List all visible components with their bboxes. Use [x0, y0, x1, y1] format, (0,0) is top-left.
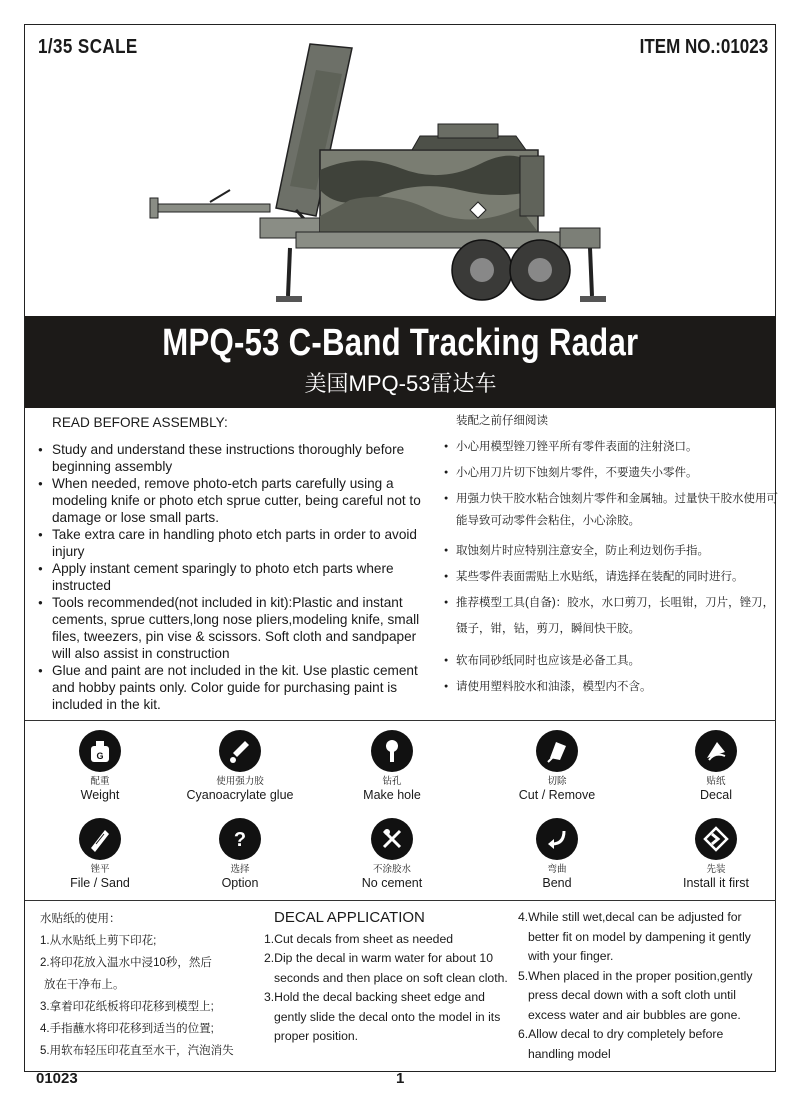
- wheels: [452, 240, 570, 300]
- page-number: 1: [396, 1070, 405, 1087]
- scale-label: 1/35 SCALE: [38, 36, 138, 58]
- bend-icon: [536, 818, 578, 860]
- decal-step-cont: seconds and then place on soft clean cloth.: [274, 970, 508, 985]
- decal-instructions-cn: [40, 908, 260, 1062]
- legend-install-first: [641, 818, 791, 891]
- decal-cn-line: 4.手指蘸水将印花移到适当的位置;: [40, 1023, 214, 1035]
- legend-label-cn: 贴纸: [706, 776, 726, 787]
- legend-label-en: Option: [221, 876, 259, 890]
- legend-no-cement: [317, 818, 467, 891]
- legend-bend: [482, 818, 632, 891]
- instruction-cn-item: ● 推荐模型工具(自备)：胶水，水口剪刀，长咀钳，刀片，锉刀，镊子，钳，钻，剪刀，瞬间快干胶。: [444, 590, 784, 642]
- legend-label-cn: 弯曲: [547, 864, 567, 875]
- legend-label-en: Decal: [700, 788, 732, 802]
- radar-trailer-illustration: [120, 40, 640, 308]
- decal-step: 5.When placed in the proper position,gently: [518, 968, 753, 983]
- instruction-cn-item: ● 用强力快干胶水粘合蚀刻片零件和金属轴。过量快干胶水使用可能导致可动零件会粘住，小心涂胶。: [444, 488, 784, 532]
- instruction-cn-item: ● 小心用模型锉刀锉平所有零件表面的注射浇口。: [444, 440, 784, 454]
- svg-text:?: ?: [233, 829, 247, 851]
- instructions-cn-heading: 装配之前仔细阅读: [456, 415, 548, 427]
- decal-step-cont: handling model: [528, 1046, 611, 1061]
- instruction-cn-item: ● 软布同砂纸同时也应该是必备工具。: [444, 654, 784, 668]
- decal-cn-line: 1.从水贴纸上剪下印花;: [40, 935, 157, 947]
- divider-bottom: [25, 900, 776, 901]
- option-icon: [219, 818, 261, 860]
- file-icon: [79, 818, 121, 860]
- instruction-en-item: ● Tools recommended(not included in kit):Plastic and instant cements, sprue cutters,long nose pliers,modeling knife, small files, tweezers, pin vise & scissors. Soft cloth and sandpaper will also assist in construction: [38, 594, 428, 662]
- decal-instructions-en: [264, 908, 514, 1047]
- no-cement-icon: [371, 818, 413, 860]
- svg-text:G: G: [96, 751, 104, 761]
- legend-label-cn: 配重: [90, 776, 110, 787]
- decal-step: 6.Allow decal to dry completely before: [518, 1027, 724, 1041]
- instructions-en: [38, 414, 428, 713]
- decal-step: 1.Cut decals from sheet as needed: [264, 931, 454, 946]
- legend-label-en: Make hole: [363, 788, 421, 802]
- instruction-cn-item: ● 某些零件表面需贴上水贴纸，请选择在装配的同时进行。: [444, 570, 784, 584]
- decal-step: 3.Hold the decal backing sheet edge and: [264, 990, 485, 1004]
- install-first-icon: [695, 818, 737, 860]
- instruction-en-item: ● Take extra care in handling photo etch parts in order to avoid injury: [38, 526, 428, 560]
- footer-item-number: 01023: [36, 1070, 78, 1087]
- legend-label-en: Bend: [542, 876, 572, 890]
- instructions-en-heading: READ BEFORE ASSEMBLY:: [52, 415, 228, 430]
- legend-label-en: File / Sand: [70, 876, 130, 890]
- legend-label-en: Cut / Remove: [518, 788, 596, 802]
- legend-label-cn: 使用强力胶: [216, 776, 264, 787]
- legend-label-cn: 选择: [230, 864, 250, 875]
- legend-label-cn: 不涂胶水: [372, 864, 411, 875]
- decal-step-cont: excess water and air bubbles are gone.: [528, 1007, 741, 1022]
- legend-label-cn: 先装: [706, 864, 726, 875]
- instruction-en-item: ● Apply instant cement sparingly to photo etch parts where instructed: [38, 560, 428, 594]
- legend-option: [165, 818, 315, 891]
- shelter-body: [320, 124, 544, 232]
- decal-cn-line: 3.拿着印花纸板将印花移到模型上;: [40, 1001, 214, 1013]
- instruction-en-item: ● When needed, remove photo-etch parts carefully using a modeling knife or photo etch sprue cutter, being careful not to damage or lose small parts.: [38, 475, 428, 526]
- instruction-cn-item: ● 小心用刀片切下蚀刻片零件，不要遗失小零件。: [444, 466, 784, 480]
- decal-step-cont: press decal down with a soft cloth until: [528, 988, 736, 1002]
- instruction-cn-item: ● 取蚀刻片时应特别注意安全，防止利边划伤手指。: [444, 544, 784, 558]
- legend-label-cn: 锉平: [90, 864, 110, 875]
- legend-label-en: No cement: [361, 876, 423, 890]
- legend-label-en: Install it first: [683, 876, 749, 890]
- legend-weight: [25, 730, 175, 803]
- decal-en-heading: DECAL APPLICATION: [274, 909, 425, 926]
- legend-label-en: Weight: [80, 788, 120, 802]
- title-banner: [25, 316, 776, 408]
- decal-cn-heading: 水贴纸的使用：: [40, 913, 121, 925]
- kit-subtitle-cn: 美国MPQ-53雷达车: [304, 371, 497, 396]
- decal-step-cont: gently slide the decal onto the model in its: [274, 1009, 501, 1024]
- drill-icon: [371, 730, 413, 772]
- legend-label-cn: 钻孔: [382, 776, 402, 787]
- decal-step: 2.Dip the decal in warm water for about 10: [264, 951, 493, 965]
- item-number: ITEM NO.:01023: [639, 36, 768, 58]
- decal-icon: [695, 730, 737, 772]
- legend-glue: [165, 730, 315, 803]
- instructions-cn: [444, 414, 784, 706]
- instruction-en-item: ● Study and understand these instructions thoroughly before beginning assembly: [38, 441, 428, 475]
- legend-file: [25, 818, 175, 891]
- decal-instructions-en-2: [518, 908, 768, 1064]
- weight-icon: [79, 730, 121, 772]
- instruction-cn-item: ● 请使用塑料胶水和油漆，模型内不含。: [444, 680, 784, 694]
- instruction-en-item: ● Glue and paint are not included in the kit. Use plastic cement and hobby paints only. Color guide for purchasing paint is included in the kit.: [38, 662, 428, 713]
- legend-cut: [482, 730, 632, 803]
- divider-top: [25, 720, 776, 721]
- decal-cn-line: 2.将印花放入温水中浸10秒，然后: [40, 957, 212, 969]
- decal-step-cont: proper position.: [274, 1029, 359, 1043]
- decal-cn-line: 5.用软布轻压印花直至水干，汽泡消失: [40, 1045, 234, 1057]
- decal-cn-line: 放在干净布上。: [44, 979, 125, 991]
- decal-step-cont: with your finger.: [528, 949, 614, 963]
- legend-drill: [317, 730, 467, 803]
- legend-decal: [641, 730, 791, 803]
- decal-step-cont: better fit on model by dampening it gently: [528, 929, 751, 944]
- legend-label-cn: 切除: [547, 776, 567, 787]
- decal-step: 4.While still wet,decal can be adjusted for: [518, 910, 742, 924]
- glue-icon: [219, 730, 261, 772]
- legend-label-en: Cyanoacrylate glue: [186, 788, 294, 802]
- kit-title: MPQ-53 C-Band Tracking Radar: [162, 322, 639, 364]
- cut-icon: [536, 730, 578, 772]
